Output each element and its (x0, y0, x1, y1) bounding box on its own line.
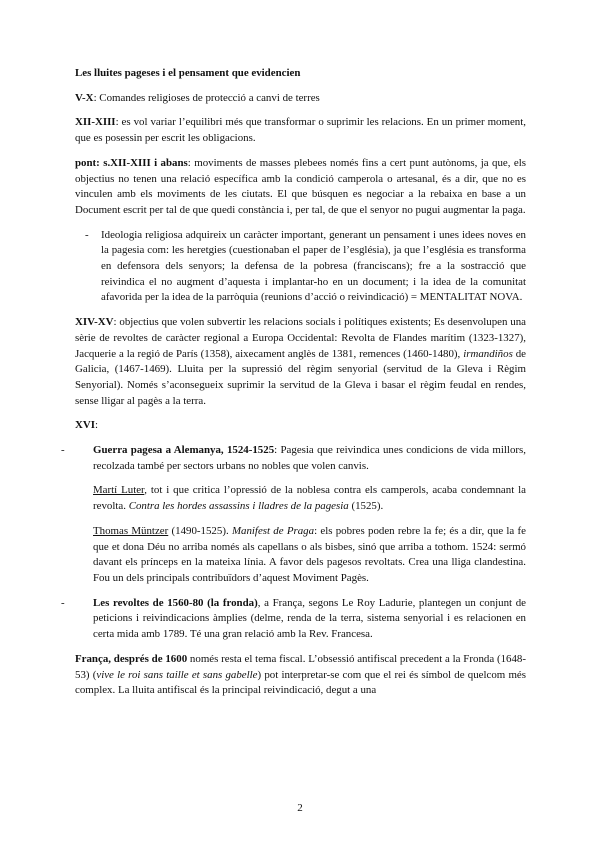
paragraph-text: : es vol variar l’equilibri més que transformar o suprimir les relacions. En un primer moment, que es posessin per escrit les obligacions. (75, 116, 526, 145)
paragraph-text: (1490-1525). (168, 524, 232, 537)
bullet-text: : Pagesia que reivindica unes condicions de vida millors, recolzada també per sectors urbans no nobles que volen canvis. (93, 444, 526, 472)
person-name: Thomas Müntzer (93, 524, 169, 537)
work-title: Manifest de Praga (231, 524, 315, 537)
period-heading: XIV-XV (75, 316, 114, 329)
page-number: 2 (297, 802, 303, 814)
italic-quote: vive le roi sans taille et sans gabelle (96, 668, 258, 681)
bullet-dash: - (85, 228, 89, 241)
paragraph-text: de Galicia, (1467-1469). Lluita per la supressió del règim senyorial (servitud de la Gleva i Règim Senyorial). Només s’aconsegueix suprimir la servitud de la Gleva i basar el règim feudal en rendes, sense lligar al pagès a la terra. (75, 347, 526, 407)
paragraph-xii-xiii (75, 115, 526, 146)
italic-term: irmandiños (463, 347, 513, 360)
paragraph-text: , tot i que critica l’opressió de la noblesa contra els camperols, acaba condemnant la revolta. (93, 484, 526, 513)
paragraph-franca (75, 652, 526, 699)
bullet-heading: Les revoltes de 1560-80 (la fronda) (93, 596, 258, 609)
period-heading: França, després de 1600 (75, 652, 188, 665)
period-heading: V-X (75, 91, 94, 104)
paragraph-xiv-xv (75, 315, 526, 409)
bullet-dash: - (61, 444, 65, 457)
paragraph-text: ) pot interpretar-se com que el rei és símbol de quelcom més complex. La lluita antifiscal és la principal reivindicació, degut a una (75, 668, 526, 697)
paragraph-text: : els pobres poden rebre la fe; és a dir, que la fe que et dona Déu no arriba només als capellans o als bisbes, sinó que arriba a tothom. 1524: sermó davant els prínceps en la mateixa línia. A favor dels pagesos revoltats. Crea una lliga clandestina. Fou un dels principals contribuïdors d’aquest Moviment Pagès. (93, 524, 526, 584)
paragraph-text: (1525). (348, 500, 384, 513)
bullet-text: , a França, segons Le Roy Ladurie, plantegen un conjunt de peticions i reivindicacions àmplies (delme, renda de la terra, sistema senyorial i es relacionen en certa mida amb 1789. Té una gran relació amb la Rev. Francesa. (93, 596, 526, 641)
bullet-text: Ideologia religiosa adquireix un caràcter important, generant un pensament i unes idees noves en la pagesia com: les heretgies (cuestionaban el paper de l’església), ja que l’església es transforma en defensora dels senyors; la defensa de la pobresa (franciscans); fre a la sostracció que reivindica el no augment d’aquesta i implantar-ho en un document; i la idea de la comunitat afavorida per la idea de la parròquia (reunions d’acció o reivindicació) = MENTALITAT NOVA. (101, 228, 526, 304)
paragraph-xvi (75, 418, 526, 434)
bullet-ideologia (75, 228, 526, 307)
period-heading: XVI (75, 419, 95, 432)
bullet-guerra-pagesa (61, 443, 526, 474)
paragraph-v-x (75, 91, 526, 107)
paragraph-text: : Comandes religioses de protecció a canvi de terres (93, 91, 320, 104)
subparagraph-muntzer (61, 524, 526, 587)
bullet-revoltes-1560 (61, 596, 526, 643)
work-title: Contra les hordes assassins i lladres de la pagesia (128, 500, 349, 513)
subparagraph-luter (61, 483, 526, 514)
paragraph-pont (75, 156, 526, 219)
bullet-dash: - (61, 596, 65, 609)
person-name: Martí Luter (93, 484, 145, 497)
period-heading: XII-XIII (75, 116, 116, 129)
paragraph-text: : (94, 419, 98, 432)
section-title: Les lluites pageses i el pensament que evidencien (75, 67, 301, 79)
paragraph-text: : moviments de masses plebees només fins a cert punt autònoms, ja que, els objectius no tenen una relació específica amb la condició camperola o artesanal, és a dir, que no es vinculen amb els moviments de les ciutats. El que búsquen es negociar a la rebaixa en base a un Document escrit per tal de que quedi constància i, per tal, de que el senyor no pugui augmentar la paga. (75, 156, 526, 216)
document-page (61, 66, 526, 708)
paragraph-text: només resta el tema fiscal. L’obsessió antifiscal precedent a la Fronda (1648-53) ( (75, 652, 526, 681)
bullet-heading: Guerra pagesa a Alemanya, 1524-1525 (93, 444, 275, 457)
paragraph-text: : objectius que volen subvertir les relacions socials i polítiques existents; Es desenvolupen una sèrie de revoltes de caràcter regional a Europa Occidental: Revolta de Flandes marítim (1323-1327), Jacquerie a la regió de París (1358), aixecament anglès de 1381, remences (1460-1480), (75, 316, 526, 360)
period-heading: pont: s.XII-XIII i abans (75, 156, 188, 169)
